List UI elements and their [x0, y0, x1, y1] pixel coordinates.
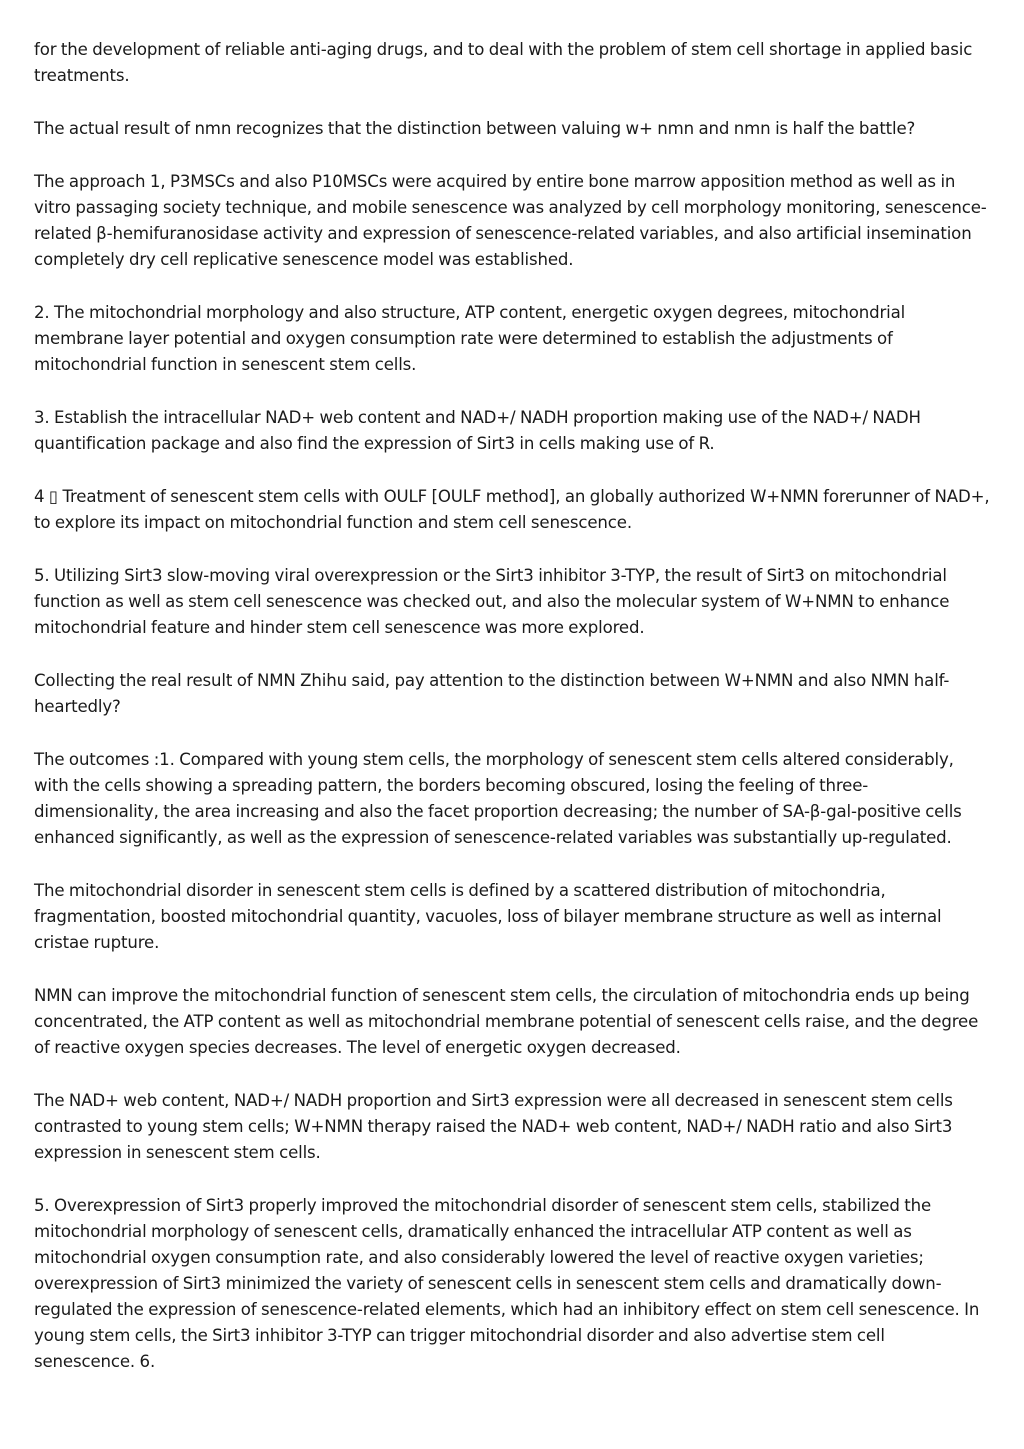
- paragraph-intro-continuation: for the development of reliable anti-aging drugs, and to deal with the problem of stem cell shortage in applied basic treatments.: [34, 40, 973, 85]
- paragraph-outcome-1: The outcomes :1. Compared with young stem cells, the morphology of senescent stem cells altered considerably, with the cells showing a spreading pattern, the borders becoming obscured, losing the feeling of three-dimensionality, the area increasing and also the facet proportion decreasing; the number of SA-β-gal-positive cells enhanced significantly, as well as the expression of senescence-related variables was substantially up-regulated.: [34, 750, 962, 847]
- paragraph-zhihu-question: Collecting the real result of NMN Zhihu said, pay attention to the distinction between W+NMN and also NMN half-heartedly?: [34, 671, 950, 716]
- paragraph-approach-2: 2. The mitochondrial morphology and also structure, ATP content, energetic oxygen degrees, mitochondrial membrane layer potential and oxygen consumption rate were determined to establish the adjustments of mitochondrial function in senescent stem cells.: [34, 303, 906, 374]
- paragraph-nad-content: The NAD+ web content, NAD+/ NADH proportion and Sirt3 expression were all decreased in senescent stem cells contrasted to young stem cells; W+NMN therapy raised the NAD+ web content, NAD+/ NADH ratio and also Sirt3 expression in senescent stem cells.: [34, 1091, 953, 1162]
- paragraph-mitochondrial-disorder: The mitochondrial disorder in senescent stem cells is defined by a scattered distribution of mitochondria, fragmentation, boosted mitochondrial quantity, vacuoles, loss of bilayer membrane structure as well as internal cristae rupture.: [34, 881, 942, 952]
- paragraph-approach-4: 4 ▯ Treatment of senescent stem cells with OULF [OULF method], an globally authorized W+NMN forerunner of NAD+, to explore its impact on mitochondrial function and stem cell senescence.: [34, 487, 990, 532]
- paragraph-approach-5: 5. Utilizing Sirt3 slow-moving viral overexpression or the Sirt3 inhibitor 3-TYP, the result of Sirt3 on mitochondrial function as well as stem cell senescence was checked out, and also the molecular system of W+NMN to enhance mitochondrial feature and hinder stem cell senescence was more explored.: [34, 566, 950, 637]
- paragraph-nmn-improvement: NMN can improve the mitochondrial function of senescent stem cells, the circulation of mitochondria ends up being concentrated, the ATP content as well as mitochondrial membrane potential of senescent cells raise, and the degree of reactive oxygen species decreases. The level of energetic oxygen decreased.: [34, 986, 979, 1057]
- paragraph-approach-3: 3. Establish the intracellular NAD+ web content and NAD+/ NADH proportion making use of the NAD+/ NADH quantification package and also find the expression of Sirt3 in cells making use of R.: [34, 408, 921, 453]
- paragraph-nmn-question: The actual result of nmn recognizes that the distinction between valuing w+ nmn and nmn is half the battle?: [34, 119, 916, 138]
- paragraph-approach-1: The approach 1, P3MSCs and also P10MSCs were acquired by entire bone marrow apposition method as well as in vitro passaging society technique, and mobile senescence was analyzed by cell morphology monitoring, senescence-related β-hemifuranosidase activity and expression of senescence-related variables, and also artificial insemination completely dry cell replicative senescence model was established.: [34, 172, 987, 269]
- paragraph-outcome-5: 5. Overexpression of Sirt3 properly improved the mitochondrial disorder of senescent stem cells, stabilized the mitochondrial morphology of senescent cells, dramatically enhanced the intracellular ATP content as well as mitochondrial oxygen consumption rate, and also considerably lowered the level of reactive oxygen varieties; overexpression of Sirt3 minimized the variety of senescent cells in senescent stem cells and dramatically down-regulated the expression of senescence-related elements, which had an inhibitory effect on stem cell senescence. In young stem cells, the Sirt3 inhibitor 3-TYP can trigger mitochondrial disorder and also advertise stem cell senescence. 6.: [34, 1196, 980, 1371]
